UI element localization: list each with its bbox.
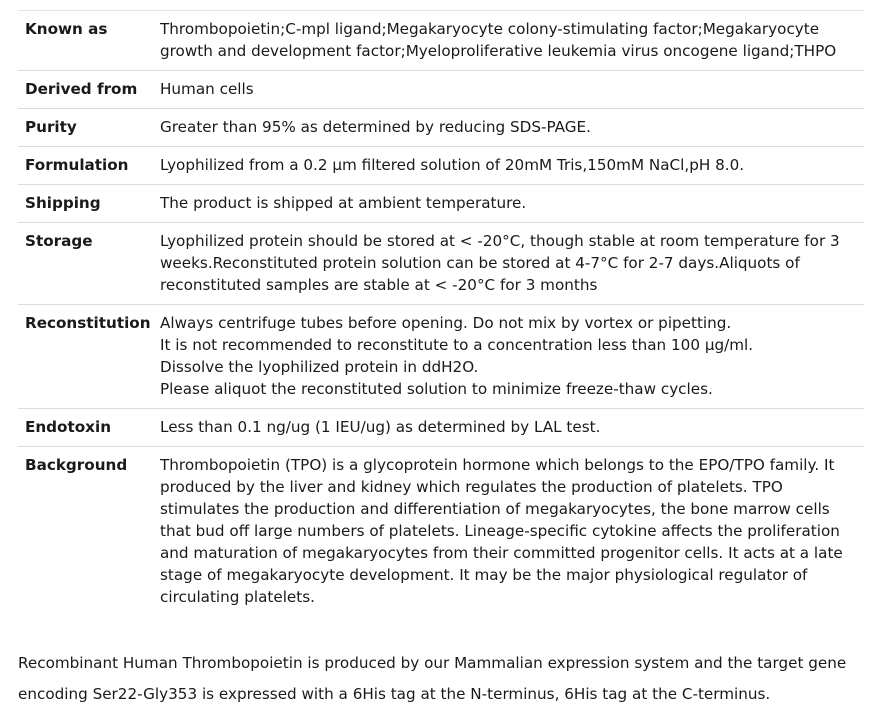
spec-value-derived-from bbox=[152, 71, 864, 109]
spec-value-shipping bbox=[152, 185, 864, 223]
spec-value-endotoxin bbox=[152, 409, 864, 447]
spec-value-background bbox=[152, 447, 864, 617]
spec-row-background bbox=[18, 447, 864, 617]
spec-value-line: weeks.Reconstituted protein solution can be stored at 4-7°C for 2-7 days.Aliquots of bbox=[160, 254, 800, 272]
spec-label-formulation: Formulation bbox=[25, 156, 129, 174]
spec-value-line: Thrombopoietin;C-mpl ligand;Megakaryocyte colony-stimulating factor;Megakaryocyte bbox=[160, 20, 820, 38]
spec-label-reconstitution: Reconstitution bbox=[25, 314, 151, 332]
spec-value-line: growth and development factor;Myeloproliferative leukemia virus oncogene ligand;THPO bbox=[160, 42, 837, 60]
spec-value-line: The product is shipped at ambient temperature. bbox=[160, 194, 527, 212]
spec-value-line: produced by the liver and kidney which regulates the production of platelets. TPO bbox=[160, 478, 783, 496]
spec-label-background: Background bbox=[25, 456, 128, 474]
spec-row-derived-from bbox=[18, 71, 864, 109]
spec-label-shipping: Shipping bbox=[25, 194, 101, 212]
spec-value-line: Lyophilized from a 0.2 μm filtered solution of 20mM Tris,150mM NaCl,pH 8.0. bbox=[160, 156, 745, 174]
spec-value-known-as bbox=[152, 11, 864, 71]
spec-value-storage bbox=[152, 223, 864, 305]
spec-value-formulation bbox=[152, 147, 864, 185]
spec-value-line: stage of megakaryocyte development. It may be the major physiological regulator of bbox=[160, 566, 808, 584]
spec-label-storage: Storage bbox=[25, 232, 93, 250]
spec-value-line: Dissolve the lyophilized protein in ddH2O. bbox=[160, 358, 479, 376]
spec-label-purity: Purity bbox=[25, 118, 77, 136]
spec-value-line: Always centrifuge tubes before opening. Do not mix by vortex or pipetting. bbox=[160, 314, 732, 332]
spec-value-reconstitution bbox=[152, 305, 864, 409]
spec-row-storage bbox=[18, 223, 864, 305]
spec-value-purity bbox=[152, 109, 864, 147]
spec-row-reconstitution bbox=[18, 305, 864, 409]
spec-value-line: Lyophilized protein should be stored at < -20°C, though stable at room temperature for 3 bbox=[160, 232, 840, 250]
spec-row-endotoxin bbox=[18, 409, 864, 447]
spec-value-line: Please aliquot the reconstituted solution to minimize freeze-thaw cycles. bbox=[160, 380, 713, 398]
expression-description bbox=[18, 648, 868, 710]
expression-description-line-1: Recombinant Human Thrombopoietin is produced by our Mammalian expression system and the target gene bbox=[18, 654, 847, 672]
spec-label-endotoxin: Endotoxin bbox=[25, 418, 112, 436]
product-spec-table bbox=[18, 10, 864, 616]
spec-value-line: Less than 0.1 ng/ug (1 IEU/ug) as determined by LAL test. bbox=[160, 418, 601, 436]
spec-value-line: reconstituted samples are stable at < -20°C for 3 months bbox=[160, 276, 598, 294]
spec-label-derived-from: Derived from bbox=[25, 80, 138, 98]
spec-value-line: It is not recommended to reconstitute to a concentration less than 100 μg/ml. bbox=[160, 336, 754, 354]
spec-value-line: Thrombopoietin (TPO) is a glycoprotein hormone which belongs to the EPO/TPO family. It bbox=[160, 456, 835, 474]
expression-description-line-2: encoding Ser22-Gly353 is expressed with a 6His tag at the N-terminus, 6His tag at the C-terminus. bbox=[18, 685, 771, 703]
spec-table-body bbox=[18, 11, 864, 617]
spec-value-line: Greater than 95% as determined by reducing SDS-PAGE. bbox=[160, 118, 591, 136]
spec-value-line: stimulates the production and differentiation of megakaryocytes, the bone marrow cells bbox=[160, 500, 830, 518]
spec-row-formulation bbox=[18, 147, 864, 185]
spec-label-known-as: Known as bbox=[25, 20, 108, 38]
spec-row-known-as bbox=[18, 11, 864, 71]
spec-value-line: that bud off large numbers of platelets. Lineage-specific cytokine affects the proliferation bbox=[160, 522, 840, 540]
spec-value-line: and maturation of megakaryocytes from their committed progenitor cells. It acts at a late bbox=[160, 544, 843, 562]
spec-value-line: circulating platelets. bbox=[160, 588, 315, 606]
spec-row-shipping bbox=[18, 185, 864, 223]
spec-value-line: Human cells bbox=[160, 80, 254, 98]
spec-row-purity bbox=[18, 109, 864, 147]
